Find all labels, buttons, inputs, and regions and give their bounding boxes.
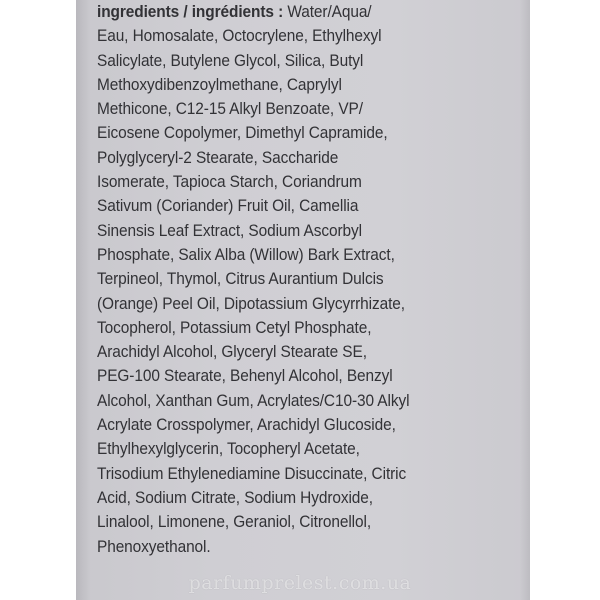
ingredients-line: Eicosene Copolymer, Dimethyl Capramide, xyxy=(97,123,388,143)
ingredients-list xyxy=(97,0,497,559)
ingredients-line: Trisodium Ethylenediamine Disuccinate, Citric xyxy=(97,463,407,483)
ingredients-line: Ethylhexylglycerin, Tocopheryl Acetate, xyxy=(97,439,360,459)
ingredients-line: Methoxydibenzoylmethane, Caprylyl xyxy=(97,74,342,94)
ingredients-line: Isomerate, Tapioca Starch, Coriandrum xyxy=(97,172,362,192)
ingredients-line: Eau, Homosalate, Octocrylene, Ethylhexyl xyxy=(97,26,382,46)
ingredients-first-item: Water/Aqua/ xyxy=(283,2,372,21)
ingredients-heading: ingredients / ingrédients : xyxy=(97,2,284,21)
ingredients-line: Phenoxyethanol. xyxy=(97,536,211,556)
ingredients-first-line xyxy=(97,0,469,24)
ingredients-line: Alcohol, Xanthan Gum, Acrylates/C10-30 Alkyl xyxy=(97,390,410,410)
ingredients-line: Methicone, C12-15 Alkyl Benzoate, VP/ xyxy=(97,99,363,119)
ingredients-line: Acrylate Crosspolymer, Arachidyl Glucoside, xyxy=(97,415,396,435)
ingredients-line: Tocopherol, Potassium Cetyl Phosphate, xyxy=(97,317,372,337)
ingredients-line: Polyglyceryl-2 Stearate, Saccharide xyxy=(97,147,339,167)
ingredients-line: Acid, Sodium Citrate, Sodium Hydroxide, xyxy=(97,487,373,507)
ingredients-line: Salicylate, Butylene Glycol, Silica, Butyl xyxy=(97,50,364,70)
carton-right-shadow xyxy=(520,0,530,600)
ingredients-line: PEG-100 Stearate, Behenyl Alcohol, Benzyl xyxy=(97,366,393,386)
ingredients-line: Sativum (Coriander) Fruit Oil, Camellia xyxy=(97,196,359,216)
ingredients-line: Arachidyl Alcohol, Glyceryl Stearate SE, xyxy=(97,342,367,362)
site-watermark: parfumprelest.com.ua xyxy=(188,572,412,594)
ingredients-line: Terpineol, Thymol, Citrus Aurantium Dulcis xyxy=(97,269,384,289)
ingredients-line: (Orange) Peel Oil, Dipotassium Glycyrrhizate, xyxy=(97,293,405,313)
ingredients-line: Sinensis Leaf Extract, Sodium Ascorbyl xyxy=(97,220,362,240)
ingredients-line: Linalool, Limonene, Geraniol, Citronellol, xyxy=(97,512,372,532)
carton-left-shadow xyxy=(76,0,90,600)
ingredients-line: Phosphate, Salix Alba (Willow) Bark Extract, xyxy=(97,244,395,264)
